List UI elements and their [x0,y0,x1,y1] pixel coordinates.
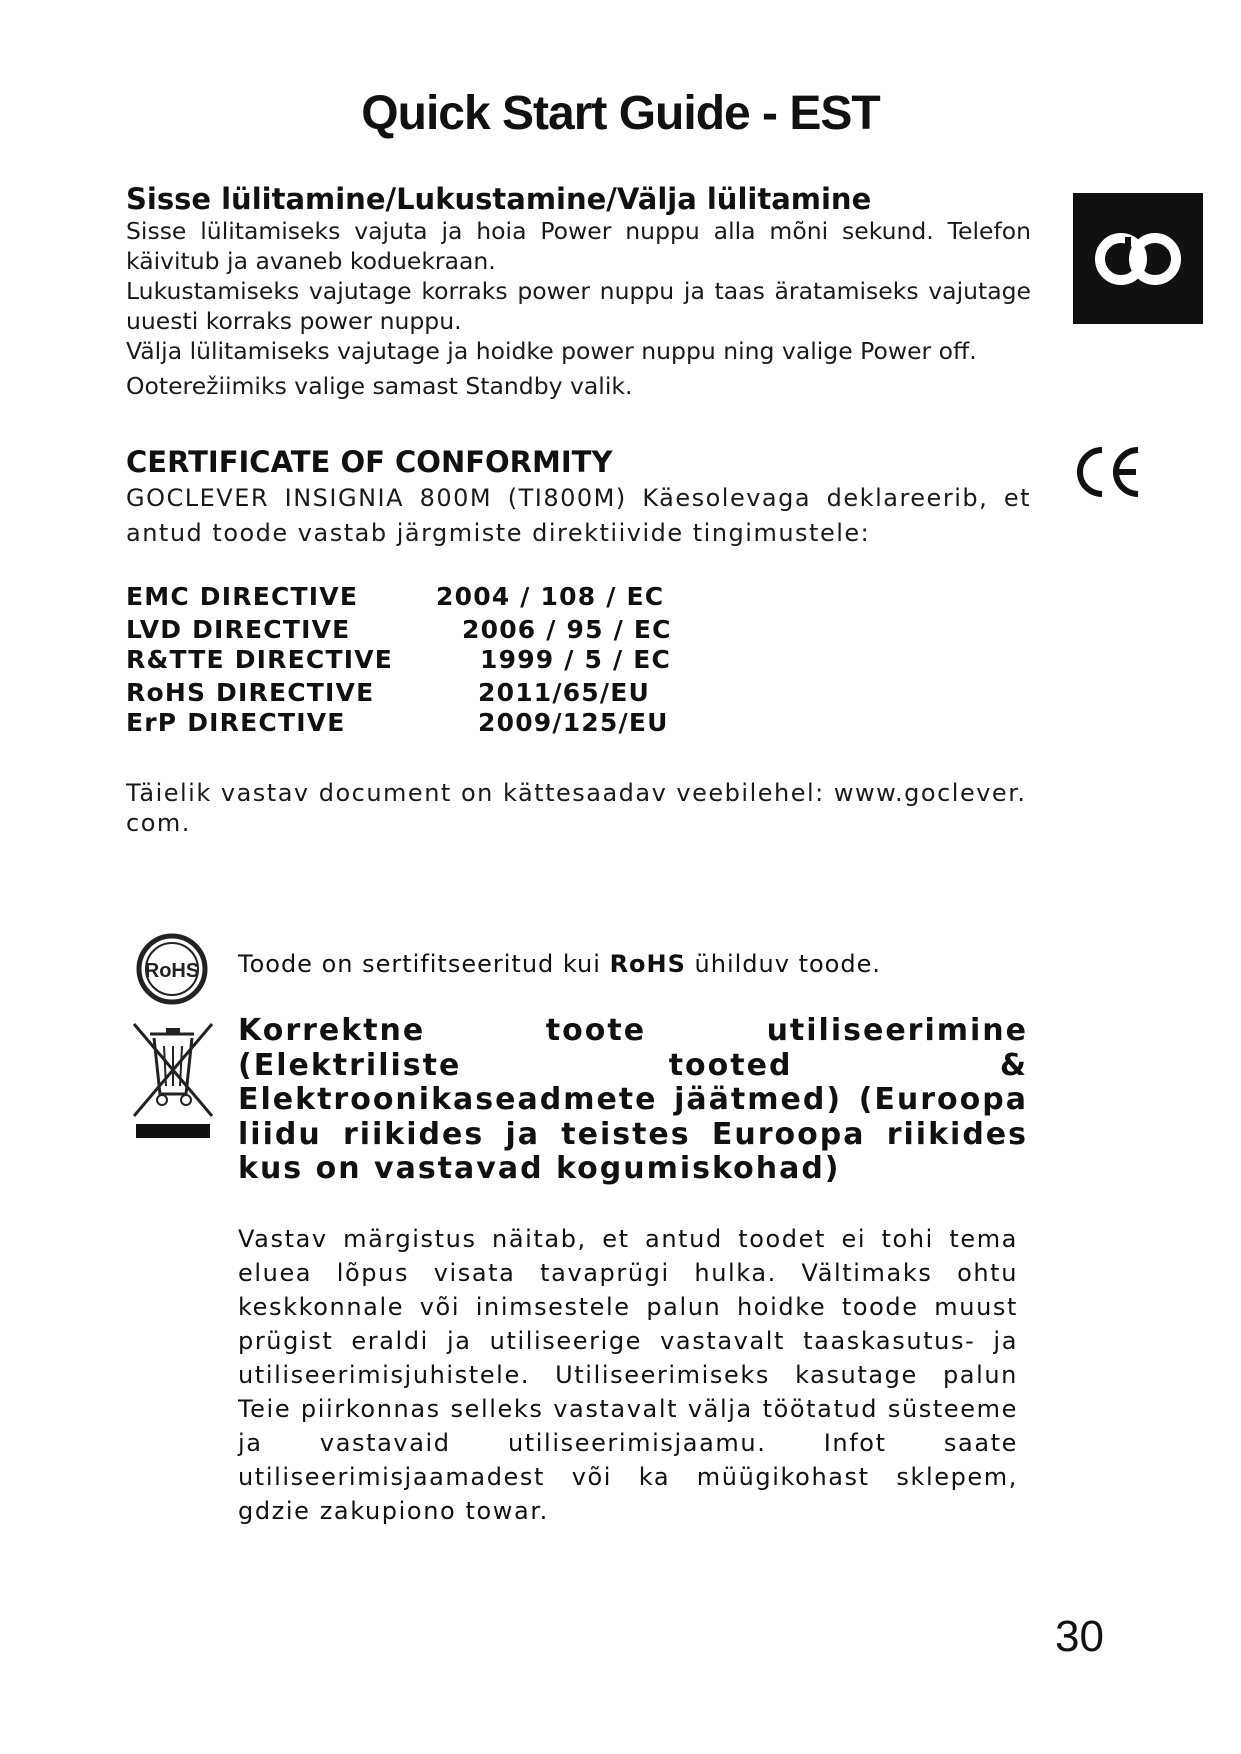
directive-row [126,615,826,645]
directives-list [126,582,826,738]
rohs-statement [238,950,881,978]
directive-row [126,582,826,612]
document-note: Täielik vastav document on kättesaadav veebilehel: www.goclever. com. [126,779,1027,837]
directive-value: 2011/65/EU [478,678,651,707]
page-number: 30 [1055,1612,1104,1661]
rohs-text-before: Toode on sertifitseeritud kui [238,950,610,978]
weee-body: Vastav märgistus näitab, et antud toodet ei tohi tema eluea lõpus visata tavaprügi hulka. Vältimaks ohtu keskkonnale või inimsestele palun hoidke toode muust prügist eraldi ja utiliseerige vastavalt taaskasutus- ja utiliseerimisjuhistele. Utiliseerimiseks kasutage palun Teie piirkonnas selleks vastavalt välja töötatud süsteeme ja vastavaid utiliseerimisjaamu. Infot saate utiliseerimisjaamadest või ka müügikohast sklepem, gdzie zakupiono towar. [238,1225,1018,1525]
directive-value: 1999 / 5 / EC [480,645,672,674]
directive-name: EMC DIRECTIVE [126,582,359,611]
rohs-badge-icon [134,932,210,1006]
weee-heading: Korrektne toote utiliseerimine (Elektriliste tooted & Elektroonikaseadmete jäätmed) (Euroopa liidu riikides ja teistes Euroopa riikides kus on vastavad kogumiskohad) [238,1013,1028,1186]
directive-value: 2004 / 108 / EC [436,582,665,611]
power-off-text: Välja lülitamiseks vajutage ja hoidke power nuppu ning valige Power off. [126,337,977,365]
crossed-bin-icon [130,1020,216,1142]
directive-row [126,708,826,738]
ce-mark-icon [1068,440,1148,504]
standby-text: Ooterežiimiks valige samast Standby valik. [126,372,633,400]
lock-text: Lukustamiseks vajutage korraks power nuppu ja taas äratamiseks vajutage uuesti korraks power nuppu. [126,277,1031,335]
directive-name: LVD DIRECTIVE [126,615,351,644]
directive-name: ErP DIRECTIVE [126,708,346,737]
directive-name: R&TTE DIRECTIVE [126,645,394,674]
directive-row [126,678,826,708]
power-section-text [126,216,1031,366]
directive-value: 2009/125/EU [478,708,669,737]
certificate-heading: CERTIFICATE OF CONFORMITY [126,445,613,479]
co-logo-icon [1073,193,1203,324]
rohs-text-bold: RoHS [609,950,686,978]
certificate-intro: GOCLEVER INSIGNIA 800M (TI800M) Käesolevaga deklareerib, et antud toode vastab järgmiste direktiivide tingimustele: [126,484,1031,547]
page-title: Quick Start Guide - EST [361,87,880,140]
directive-value: 2006 / 95 / EC [462,615,672,644]
power-section-heading: Sisse lülitamine/Lukustamine/Välja lülitamine [126,182,872,216]
rohs-badge-label: RoHS [144,960,200,982]
rohs-text-after: ühilduv toode. [685,950,881,978]
directive-name: RoHS DIRECTIVE [126,678,375,707]
goclever-logo [1073,193,1203,324]
directive-row [126,645,826,675]
power-on-text: Sisse lülitamiseks vajuta ja hoia Power nuppu alla mõni sekund. Telefon käivitub ja avaneb koduekraan. [126,217,1031,275]
